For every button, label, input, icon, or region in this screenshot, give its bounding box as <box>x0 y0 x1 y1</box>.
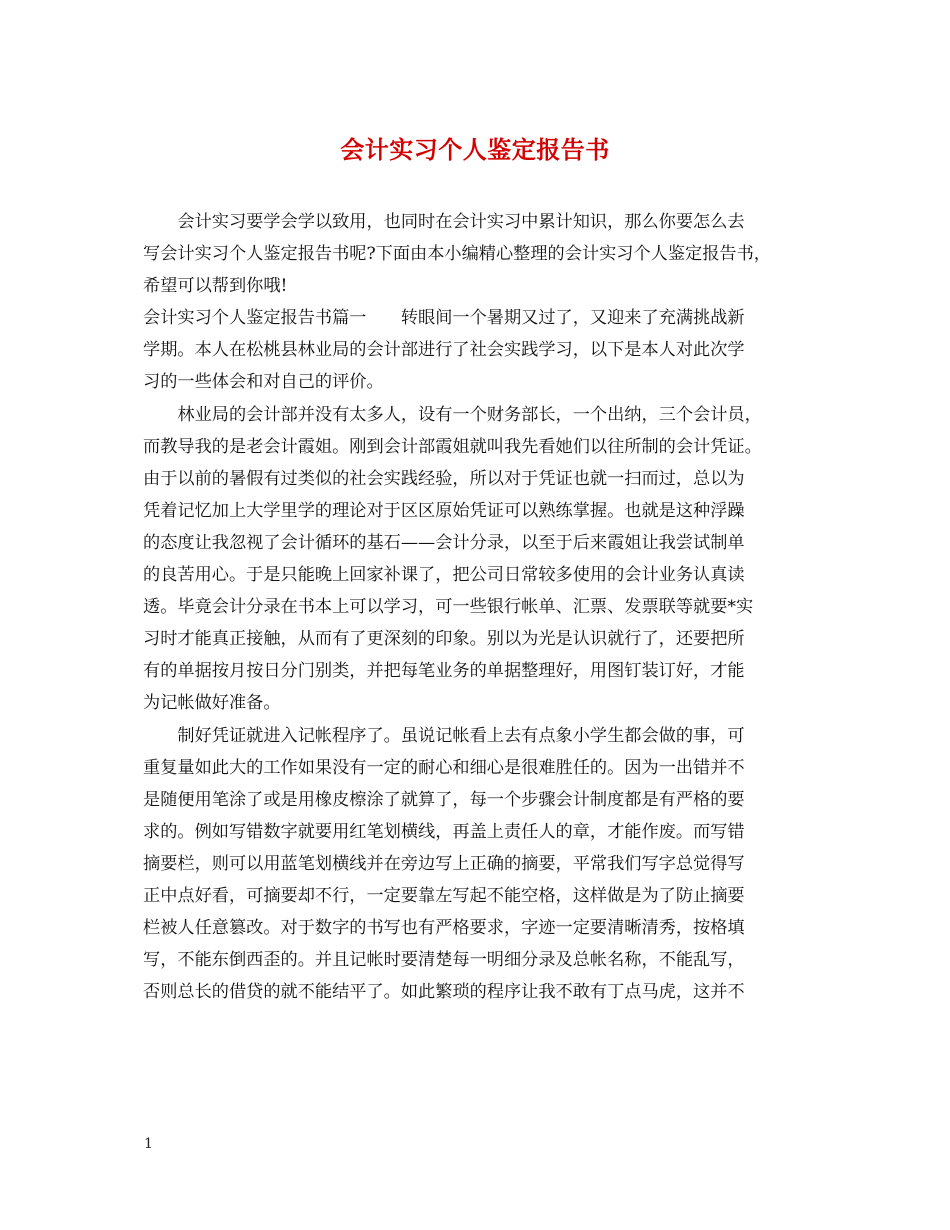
body-text-line: 学期。本人在松桃县林业局的会计部进行了社会实践学习，以下是本人对此次学 <box>143 340 745 361</box>
body-text-line: 的良苦用心。于是只能晚上回家补课了，把公司日常较多使用的会计业务认真读 <box>143 565 745 586</box>
body-text-line: 否则总长的借贷的就不能结平了。如此繁琐的程序让我不敢有丁点马虎，这并不 <box>143 982 745 1003</box>
body-text-line: 重复量如此大的工作如果没有一定的耐心和细心是很难胜任的。因为一出错并不 <box>143 757 745 778</box>
body-text-line: 会计实习要学会学以致用，也同时在会计实习中累计知识，那么你要怎么去 <box>143 212 745 232</box>
body-text-line: 习时才能真正接触，从而有了更深刻的印象。别以为光是认识就行了，还要把所 <box>143 629 745 650</box>
body-text-line: 而教导我的是老会计霞姐。刚到会计部霞姐就叫我先看她们以往所制的会计凭证。 <box>143 436 762 457</box>
body-text-line: 摘要栏，则可以用蓝笔划横线并在旁边写上正确的摘要，平常我们写字总觉得写 <box>143 853 745 874</box>
page-number: 1 <box>144 1136 153 1152</box>
body-text-line: 林业局的会计部并没有太多人，设有一个财务部长，一个出纳，三个会计员， <box>143 404 762 425</box>
body-text-line: 是随便用笔涂了或是用橡皮檫涂了就算了，每一个步骤会计制度都是有严格的要 <box>143 789 745 810</box>
body-text-line: 为记帐做好准备。 <box>143 693 281 714</box>
body-text-line: 习的一些体会和对自己的评价。 <box>143 372 384 393</box>
body-text-line: 的态度让我忽视了会计循环的基石——会计分录，以至于后来霞姐让我尝试制单 <box>143 532 745 553</box>
body-text-line: 正中点好看，可摘要却不行，一定要靠左写起不能空格，这样做是为了防止摘要 <box>143 885 745 906</box>
body-text-line: 希望可以帮到你哦! <box>143 276 288 297</box>
body-text-line: 由于以前的暑假有过类似的社会实践经验，所以对于凭证也就一扫而过，总以为 <box>143 468 745 489</box>
body-text-line: 求的。例如写错数字就要用红笔划横线，再盖上责任人的章，才能作废。而写错 <box>143 821 745 842</box>
body-text-line: 栏被人任意篡改。对于数字的书写也有严格要求，字迹一定要清晰清秀，按格填 <box>143 918 745 939</box>
body-text-line: 制好凭证就进入记帐程序了。虽说记帐看上去有点象小学生都会做的事，可 <box>143 725 745 746</box>
body-text-line: 会计实习个人鉴定报告书篇一 转眼间一个暑期又过了，又迎来了充满挑战新 <box>143 308 745 329</box>
body-text-line: 凭着记忆加上大学里学的理论对于区区原始凭证可以熟练掌握。也就是这种浮躁 <box>143 500 745 521</box>
body-text-line: 写，不能东倒西歪的。并且记帐时要清楚每一明细分录及总帐名称，不能乱写， <box>143 950 745 971</box>
document-title: 会计实习个人鉴定报告书 <box>340 135 610 164</box>
body-text-line: 写会计实习个人鉴定报告书呢?下面由本小编精心整理的会计实习个人鉴定报告书， <box>143 244 771 265</box>
body-text-line: 有的单据按月按日分门别类，并把每笔业务的单据整理好，用图钉装订好，才能 <box>143 661 745 682</box>
body-text-line: 透。毕竟会计分录在书本上可以学习，可一些银行帐单、汇票、发票联等就要*实 <box>143 597 754 618</box>
document-body <box>143 206 815 1008</box>
